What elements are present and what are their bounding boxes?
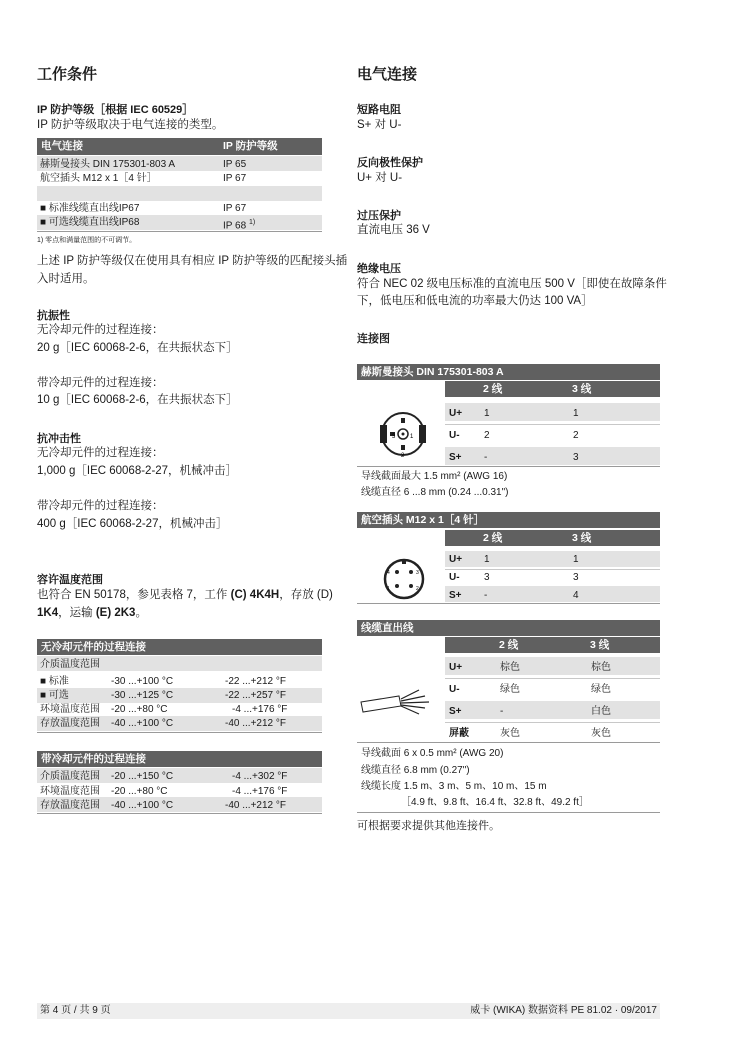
short-circuit-text: S+ 对 U- (357, 119, 402, 131)
svg-text:1: 1 (410, 434, 414, 440)
ip-intro: IP 防护等级取决于电气连接的类型。 (37, 119, 224, 131)
cable-b: 白色 (591, 706, 611, 717)
diagram-heading: 连接图 (357, 333, 390, 345)
temp-t1-row-f: -22 ...+257 °F (225, 690, 286, 701)
temp-t1-row-label: 存放温度范围 (40, 718, 100, 729)
hirschmann-col2: 2 线 (483, 383, 503, 395)
hirschmann-note1: 导线截面最大 1.5 mm² (AWG 16) (361, 471, 508, 482)
temp-t1-row-f: -40 ...+212 °F (225, 718, 286, 729)
vibration-l3: 带冷却元件的过程连接： (37, 377, 164, 389)
m12-a: 1 (484, 554, 490, 565)
ip-table-header (37, 138, 322, 155)
svg-text:3: 3 (392, 434, 396, 440)
hirschmann-col3: 3 线 (572, 383, 592, 395)
reverse-polarity-text: U+ 对 U- (357, 172, 403, 184)
overvoltage-heading: 过压保护 (357, 210, 401, 222)
ip-row-cable-opt-value: IP 68 $^{1)}$ (223, 219, 256, 232)
cable-a: 灰色 (500, 728, 520, 739)
cable-b: 灰色 (591, 728, 611, 739)
temp-t2-row-f: -4 ...+302 °F (232, 771, 288, 782)
ip-row-cable-std-value: IP 67 (223, 203, 247, 214)
reverse-polarity-heading: 反向极性保护 (357, 157, 423, 169)
cable-col3: 3 线 (590, 639, 610, 651)
ip-row-cable-opt: ■ 可选线缆直出线IP68 (40, 217, 140, 228)
insulation-l2: 下，低电压和低电流的功率最大仍达 100 VA］ (357, 295, 593, 307)
m12-sig: U+ (449, 554, 463, 565)
cable-note3: 线缆长度 1.5 m、3 m、5 m、10 m、15 m (361, 781, 547, 792)
temp-l2: 1K4，运输 (E) 2K3。 (37, 607, 147, 619)
insulation-l1: 符合 NEC 02 级电压标准的直流电压 500 V［即使在故障条件 (357, 278, 667, 290)
ip-row-cable-std: ■ 标准线缆直出线IP67 (40, 203, 140, 214)
cable-col-header (445, 637, 660, 653)
temp-t2-row-f: -4 ...+176 °F (232, 786, 288, 797)
temp-t1-row-c: -30 ...+125 °C (111, 690, 174, 701)
temp-t1-row-label: ■ 可选 (40, 690, 69, 701)
svg-text:2: 2 (416, 586, 419, 592)
footer (37, 1003, 660, 1019)
temp-heading: 容许温度范围 (37, 574, 103, 586)
hirschmann-b: 1 (573, 408, 579, 419)
ip-row-m12-value: IP 67 (223, 173, 247, 184)
cable-b: 棕色 (591, 662, 611, 673)
m12-col3: 3 线 (572, 532, 592, 544)
vibration-l1: 无冷却元件的过程连接： (37, 324, 164, 336)
hirschmann-col-header (445, 381, 660, 397)
hirschmann-sig: U+ (449, 408, 463, 419)
temp-t1-row-label: 环境温度范围 (40, 704, 100, 715)
temp-t2-row-label: 存放温度范围 (40, 800, 100, 811)
shock-l3: 带冷却元件的过程连接： (37, 500, 164, 512)
temp-t2-row-c: -20 ...+150 °C (111, 771, 174, 782)
hirschmann-b: 3 (573, 452, 579, 463)
temp-table2-title: 带冷却元件的过程连接 (37, 751, 322, 767)
m12-b: 1 (573, 554, 579, 565)
short-circuit-heading: 短路电阻 (357, 104, 401, 116)
shock-l1: 无冷却元件的过程连接： (37, 447, 164, 459)
m12-a: - (484, 590, 488, 601)
ip-row-hirschmann: 赫斯曼接头 DIN 175301-803 A (40, 159, 176, 170)
cable-col2: 2 线 (499, 639, 519, 651)
cable-b: 绿色 (591, 684, 611, 695)
cable-a: - (500, 706, 504, 717)
ip-note-1: 上述 IP 防护等级仅在使用具有相应 IP 防护等级的匹配接头插 (37, 255, 348, 267)
cable-sig: S+ (449, 706, 462, 717)
page-number: 第 4 页 / 共 9 页 (40, 1005, 111, 1016)
doc-reference: 威卡 (WIKA) 数据资料 PE 81.02 · 09/2017 (470, 1005, 657, 1016)
cable-sig: U+ (449, 662, 463, 673)
hirschmann-note2: 线缆直径 6 ...8 mm (0.24 ...0.31") (361, 487, 509, 498)
cable-note1: 导线截面 6 x 0.5 mm² (AWG 20) (361, 748, 504, 759)
hirschmann-connector-diagram (377, 408, 429, 460)
cable-note4: ［4.9 ft、9.8 ft、16.4 ft、32.8 ft、49.2 ft］ (401, 797, 589, 808)
m12-b: 3 (573, 572, 579, 583)
temp-t2-row-label: 介质温度范围 (40, 771, 100, 782)
temp-t1-row-f: -22 ...+212 °F (225, 676, 286, 687)
ip-col-connection: 电气连接 (41, 140, 83, 152)
electrical-connection-title: 电气连接 (357, 66, 418, 83)
m12-connector-diagram (381, 556, 427, 602)
temp-t1-row-c: -30 ...+100 °C (111, 676, 174, 687)
temp-t1-row-c: -20 ...+80 °C (111, 704, 168, 715)
operating-conditions-title: 工作条件 (37, 66, 98, 83)
ip-heading: IP 防护等级［根据 IEC 60529］ (37, 104, 194, 116)
hirschmann-sig: S+ (449, 452, 462, 463)
cable-note2: 线缆直径 6.8 mm (0.27") (361, 765, 470, 776)
ip-row-hirschmann-value: IP 65 (223, 159, 247, 170)
shock-l4: 400 g［IEC 60068-2-27，机械冲击］ (37, 518, 228, 530)
cable-diagram (359, 680, 441, 720)
vibration-l4: 10 g［IEC 60068-2-6，在共振状态下］ (37, 394, 238, 406)
vibration-heading: 抗振性 (37, 310, 70, 322)
insulation-heading: 绝缘电压 (357, 263, 401, 275)
cable-title: 线缆直出线 (357, 620, 660, 636)
m12-sig: U- (449, 572, 460, 583)
hirschmann-sig: U- (449, 430, 460, 441)
m12-title: 航空插头 M12 x 1［4 针］ (357, 512, 660, 528)
svg-text:4: 4 (387, 570, 390, 576)
temp-t2-row-c: -20 ...+80 °C (111, 786, 168, 797)
hirschmann-a: 2 (484, 430, 490, 441)
cable-sig: 屏蔽 (449, 728, 469, 739)
temp-t1-row-c: -40 ...+100 °C (111, 718, 174, 729)
hirschmann-a: - (484, 452, 488, 463)
overvoltage-text: 直流电压 36 V (357, 224, 430, 236)
cable-sig: U- (449, 684, 460, 695)
temp-t2-row-f: -40 ...+212 °F (225, 800, 286, 811)
ip-row-m12: 航空插头 M12 x 1［4 针］ (40, 173, 157, 184)
temp-t1-medium: 介质温度范围 (40, 659, 100, 670)
shock-heading: 抗冲击性 (37, 433, 81, 445)
temp-l1: 也符合 EN 50178，参见表格 7，工作 (C) 4K4H，存放 (D) (37, 589, 333, 601)
m12-col-header (445, 530, 660, 546)
ip-footnote: 1) 零点和满量范围的不可调节。 (37, 237, 137, 244)
ip-col-rating: IP 防护等级 (223, 140, 278, 152)
cable-a: 棕色 (500, 662, 520, 673)
svg-text:1: 1 (387, 586, 390, 592)
svg-text:3: 3 (416, 570, 419, 576)
temp-t1-row-label: ■ 标准 (40, 676, 69, 687)
m12-b: 4 (573, 590, 579, 601)
m12-a: 3 (484, 572, 490, 583)
temp-t2-row-label: 环境温度范围 (40, 786, 100, 797)
hirschmann-a: 1 (484, 408, 490, 419)
hirschmann-b: 2 (573, 430, 579, 441)
hirschmann-title: 赫斯曼接头 DIN 175301-803 A (357, 364, 660, 380)
vibration-l2: 20 g［IEC 60068-2-6，在共振状态下］ (37, 342, 238, 354)
shock-l2: 1,000 g［IEC 60068-2-27，机械冲击］ (37, 465, 238, 477)
temp-t2-row-c: -40 ...+100 °C (111, 800, 174, 811)
svg-text:2: 2 (401, 453, 405, 459)
m12-col2: 2 线 (483, 532, 503, 544)
temp-t1-row-f: -4 ...+176 °F (232, 704, 288, 715)
other-connections-note: 可根据要求提供其他连接件。 (357, 820, 500, 832)
cable-a: 绿色 (500, 684, 520, 695)
temp-table1-title: 无冷却元件的过程连接 (37, 639, 322, 655)
m12-sig: S+ (449, 590, 462, 601)
ip-note-2: 入时适用。 (37, 273, 95, 285)
